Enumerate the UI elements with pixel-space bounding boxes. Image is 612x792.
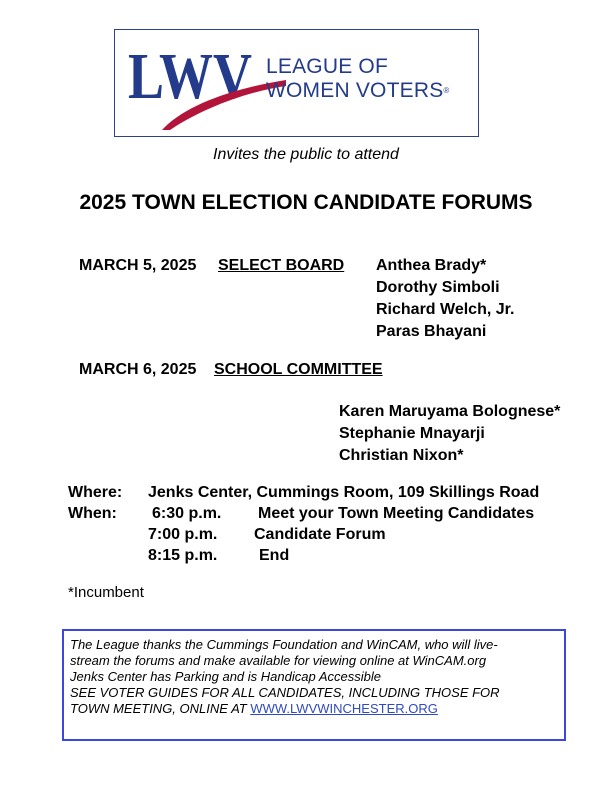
when-label: When: <box>68 505 117 522</box>
sponsor-notice-box <box>62 629 566 741</box>
forum-1-office: SELECT BOARD <box>218 257 345 274</box>
logo-line-1: LEAGUE OF <box>266 55 388 78</box>
forum-2-date: MARCH 6, 2025 <box>79 361 197 378</box>
where-label: Where: <box>68 484 123 501</box>
notice-line: TOWN MEETING, ONLINE AT WWW.LWVWINCHESTER.ORG <box>70 701 438 716</box>
logo-wordmark <box>266 55 450 103</box>
logo-line-2: WOMEN VOTERS® <box>266 79 450 102</box>
forum-2-office: SCHOOL COMMITTEE <box>214 361 383 378</box>
notice-line: SEE VOTER GUIDES FOR ALL CANDIDATES, INCLUDING THOSE FOR <box>70 685 500 700</box>
forum-2-candidate: Karen Maruyama Bolognese* <box>339 403 561 420</box>
forum-2-candidate: Stephanie Mnayarji <box>339 425 485 442</box>
lwv-winchester-link[interactable]: WWW.LWVWINCHESTER.ORG <box>250 701 438 716</box>
notice-line: Jenks Center has Parking and is Handicap Accessible <box>70 669 381 684</box>
forum-1-candidate: Anthea Brady* <box>376 257 487 274</box>
schedule-event: Meet your Town Meeting Candidates <box>258 505 535 522</box>
incumbent-note: *Incumbent <box>68 584 144 601</box>
forum-2-candidate: Christian Nixon* <box>339 447 464 464</box>
forum-1-candidate: Paras Bhayani <box>376 323 487 340</box>
schedule-time: 8:15 p.m. <box>148 547 218 564</box>
forum-1-candidate: Richard Welch, Jr. <box>376 301 515 318</box>
notice-line: stream the forums and make available for viewing online at WinCAM.org <box>70 653 487 668</box>
lwv-logo <box>114 29 479 137</box>
lwv-logo-mark-icon <box>126 34 264 130</box>
forum-1-date: MARCH 5, 2025 <box>79 257 197 274</box>
schedule-event: End <box>259 547 290 564</box>
forum-1-candidate: Dorothy Simboli <box>376 279 500 296</box>
notice-line: The League thanks the Cummings Foundation and WinCAM, who will live- <box>70 637 498 652</box>
logo-mark-text: LWV <box>128 40 252 113</box>
page-title: 2025 TOWN ELECTION CANDIDATE FORUMS <box>79 191 533 214</box>
schedule-event: Candidate Forum <box>254 526 386 543</box>
schedule-time: 6:30 p.m. <box>152 505 222 522</box>
where-value: Jenks Center, Cummings Room, 109 Skillings Road <box>148 484 540 501</box>
invite-text: Invites the public to attend <box>213 146 399 163</box>
schedule-time: 7:00 p.m. <box>148 526 218 543</box>
